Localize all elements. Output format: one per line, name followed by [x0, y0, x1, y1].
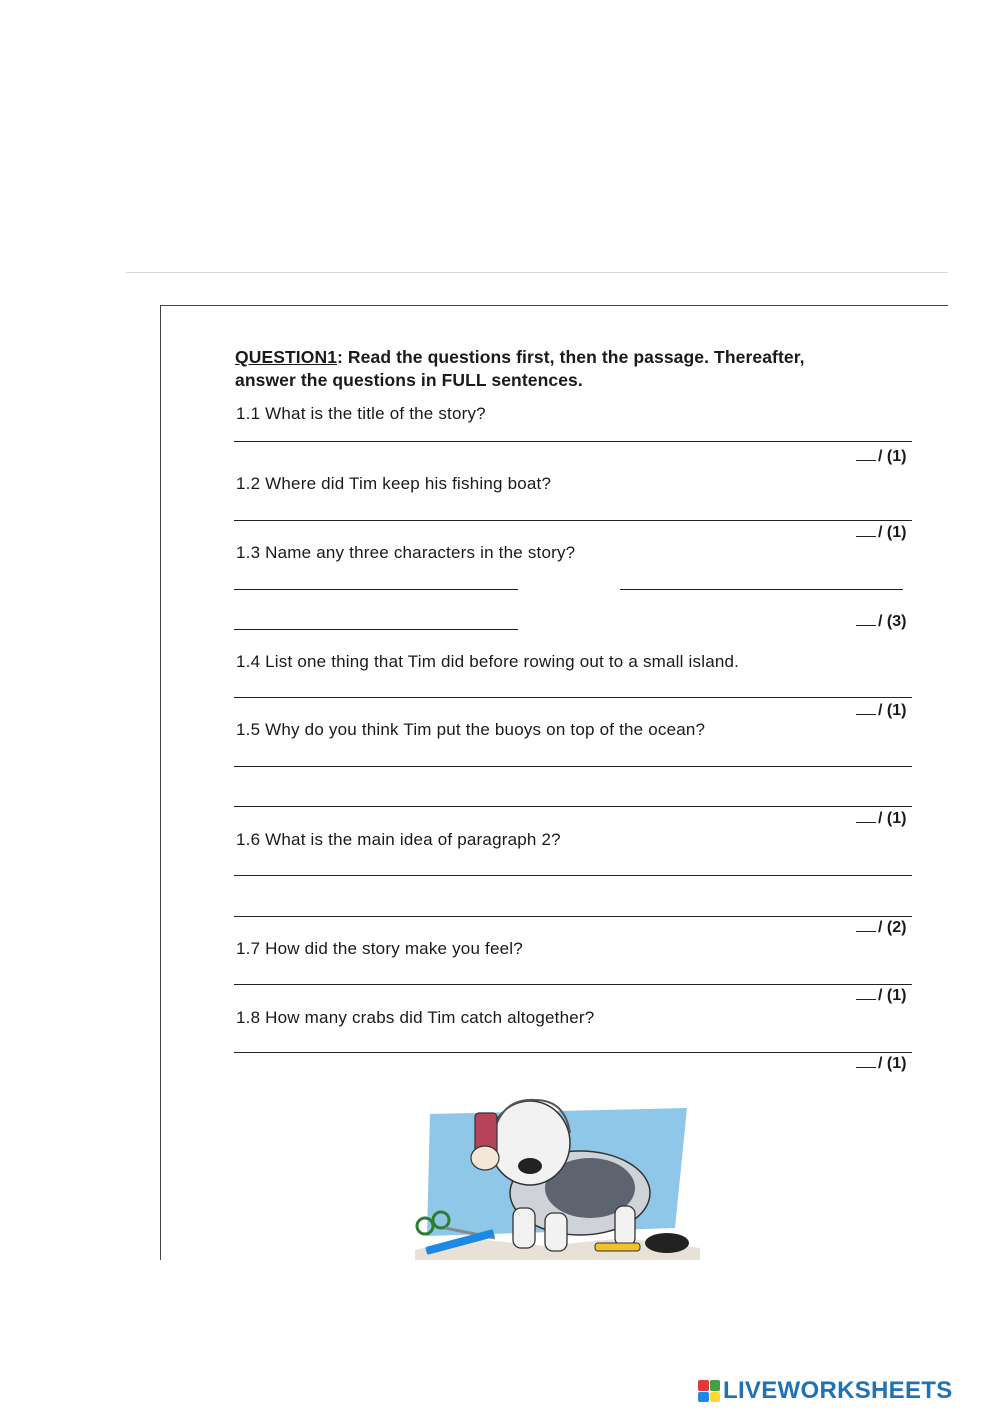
- answer-line-1-2[interactable]: [234, 520, 912, 521]
- question-1-1: 1.1 What is the title of the story?: [236, 404, 486, 423]
- page-divider: [126, 272, 948, 273]
- question-1-2: 1.2 Where did Tim keep his fishing boat?: [236, 474, 552, 493]
- brand-name: LIVEWORKSHEETS: [723, 1377, 953, 1404]
- liveworksheets-logo-icon: [698, 1380, 720, 1402]
- worksheet-frame-top: [160, 305, 948, 306]
- mark-1-6: / (2): [856, 919, 906, 937]
- question-label: QUESTION1: [235, 347, 338, 367]
- heading-instructions-2: answer the questions in FULL sentences.: [235, 370, 583, 390]
- mark-1-3: / (3): [856, 613, 906, 631]
- mark-1-1: / (1): [856, 448, 906, 466]
- answer-line-1-6a[interactable]: [234, 875, 912, 876]
- question-1-8: 1.8 How many crabs did Tim catch altogether?: [236, 1008, 595, 1027]
- liveworksheets-branding: [698, 1376, 953, 1406]
- answer-line-1-5a[interactable]: [234, 766, 912, 767]
- mark-1-4: / (1): [856, 702, 906, 720]
- question-1-7: 1.7 How did the story make you feel?: [236, 939, 523, 958]
- question-heading: [235, 346, 935, 392]
- question-1-4: 1.4 List one thing that Tim did before rowing out to a small island.: [236, 652, 740, 671]
- shaggy-dog-grooming-illustration-icon: [405, 1088, 705, 1260]
- worksheet-frame-left: [160, 305, 161, 1260]
- answer-line-1-7[interactable]: [234, 984, 912, 985]
- answer-line-1-3b[interactable]: [620, 589, 903, 590]
- answer-line-1-8[interactable]: [234, 1052, 912, 1053]
- answer-line-1-6b[interactable]: [234, 916, 912, 917]
- answer-line-1-5b[interactable]: [234, 806, 912, 807]
- question-1-5: 1.5 Why do you think Tim put the buoys on top of the ocean?: [236, 720, 706, 739]
- question-1-6: 1.6 What is the main idea of paragraph 2?: [236, 830, 561, 849]
- question-1-3: 1.3 Name any three characters in the story?: [236, 543, 576, 562]
- answer-line-1-3c[interactable]: [234, 629, 518, 630]
- mark-1-8: / (1): [856, 1055, 906, 1073]
- mark-1-5: / (1): [856, 810, 906, 828]
- answer-line-1-4[interactable]: [234, 697, 912, 698]
- heading-instructions: : Read the questions first, then the passage. Thereafter,: [337, 347, 805, 367]
- mark-1-2: / (1): [856, 524, 906, 542]
- answer-line-1-1[interactable]: [234, 441, 912, 442]
- answer-line-1-3a[interactable]: [234, 589, 518, 590]
- mark-1-7: / (1): [856, 987, 906, 1005]
